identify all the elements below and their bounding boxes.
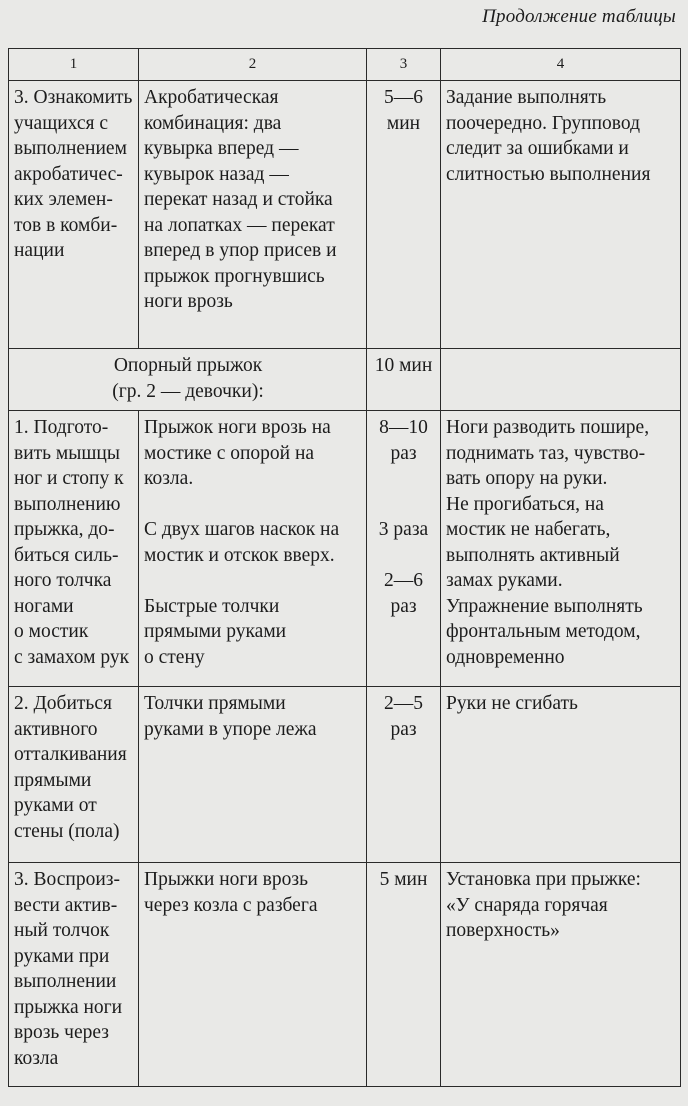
task-cell: 3. Ознакомить учащихся с выполнением акробатичес- ких элемен- тов в комби- нации <box>9 81 139 349</box>
column-header-3: 3 <box>367 49 441 81</box>
instructions-cell: Установка при прыжке: «У снаряда горячая поверхность» <box>441 863 681 1087</box>
instructions-cell: Ноги разводить пошире, поднимать таз, чувство- вать опору на руки. Не прогибаться, на мостик не набегать, выполнять активный замах руками. Упражнение выполнять фронтальным методом, одновременно <box>441 411 681 687</box>
content-cell: Прыжки ноги врозь через козла с разбега <box>139 863 367 1087</box>
content-cell: Акробатическая комбинация: два кувырка вперед — кувырок назад — перекат назад и стойка на лопатках — перекат вперед в упор присев и прыжок прогнувшись ноги врозь <box>139 81 367 349</box>
exercise-table <box>8 48 681 1087</box>
section-time: 10 мин <box>367 349 441 411</box>
table-row <box>9 687 681 863</box>
task-cell: 1. Подгото- вить мышцы ног и стопу к выполнению прыжка, до- биться силь- ного толчка ногами о мостик с замахом рук <box>9 411 139 687</box>
column-header-2: 2 <box>139 49 367 81</box>
dosage-cell: 5 мин <box>367 863 441 1087</box>
dosage-cell: 2—5 раз <box>367 687 441 863</box>
table-continuation-caption: Продолжение таблицы <box>482 6 676 27</box>
section-title: Опорный прыжок (гр. 2 — девочки): <box>9 349 367 411</box>
task-cell: 2. Добиться активного отталкивания прямыми руками от стены (пола) <box>9 687 139 863</box>
table-row <box>9 81 681 349</box>
column-header-1: 1 <box>9 49 139 81</box>
task-cell: 3. Воспроиз- вести актив- ный толчок руками при выполнении прыжка ноги врозь через козла <box>9 863 139 1087</box>
table-row <box>9 863 681 1087</box>
table-row <box>9 411 681 687</box>
section-row <box>9 349 681 411</box>
instructions-cell: Задание выполнять поочередно. Групповод следит за ошибками и слитностью выполнения <box>441 81 681 349</box>
table-header-row <box>9 49 681 81</box>
content-cell: Толчки прямыми руками в упоре лежа <box>139 687 367 863</box>
content-cell: Прыжок ноги врозь на мостике с опорой на козла. С двух шагов наскок на мостик и отскок вверх. Быстрые толчки прямыми руками о стену <box>139 411 367 687</box>
column-header-4: 4 <box>441 49 681 81</box>
dosage-cell: 5—6 мин <box>367 81 441 349</box>
section-empty-cell <box>441 349 681 411</box>
instructions-cell: Руки не сгибать <box>441 687 681 863</box>
dosage-cell: 8—10 раз 3 раза 2—6 раз <box>367 411 441 687</box>
